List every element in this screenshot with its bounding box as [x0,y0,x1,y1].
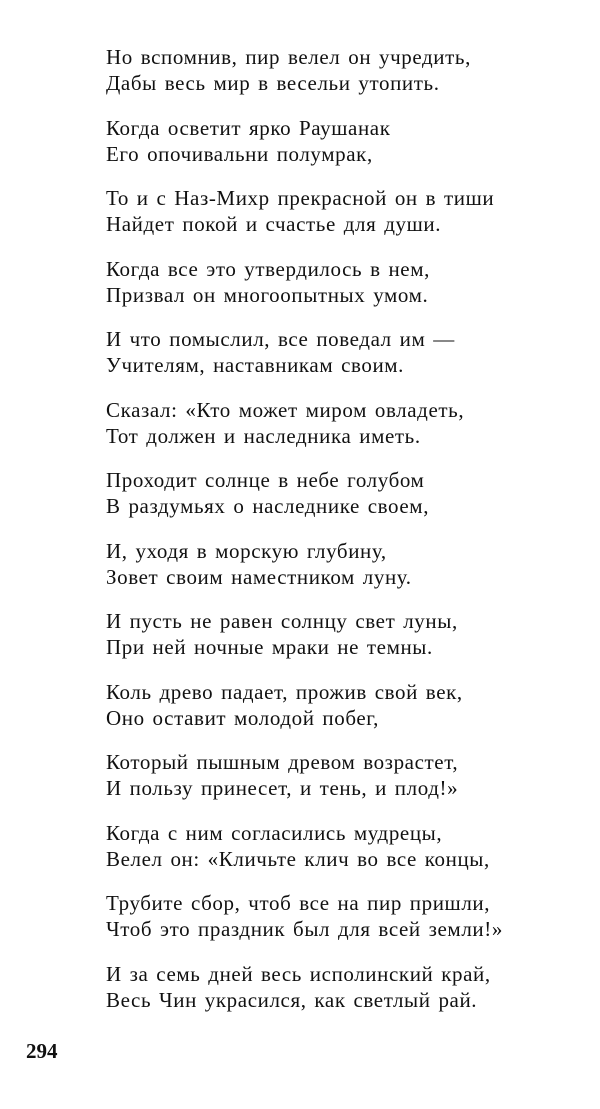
verse-line: При ней ночные мраки не темны. [106,635,433,659]
verse-line: Когда с ним согласились мудрецы, [106,820,443,845]
verse-line: Сказал: «Кто может миром овладеть, [106,397,465,422]
verse-line: И что помыслил, все поведал им — [106,327,455,351]
verse-line: Зовет своим наместником луну. [106,564,412,589]
stanza [106,397,576,468]
verse-line: И за семь дней весь исполинский край, [106,961,491,986]
verse-line: Который пышным древом возрастет, [106,750,459,774]
verse-line: Чтоб это праздник был для всей земли!» [106,917,503,941]
stanza [106,608,576,679]
stanza [106,326,576,397]
verse-line: Когда осветит ярко Раушанак [106,115,391,140]
stanza [106,820,576,891]
page-number: 294 [26,1039,58,1063]
verse-line: И, уходя в морскую глубину, [106,538,387,563]
verse-line: В раздумьях о наследнике своем, [106,494,430,518]
verse-line: Тот должен и наследника иметь. [106,423,421,448]
stanza [106,115,576,186]
verse-line: И пользу принесет, и тень, и плод!» [106,776,459,800]
verse-line: Призвал он многоопытных умом. [106,282,429,307]
stanza [106,538,576,609]
verse-line: Весь Чин украсился, как светлый рай. [106,987,478,1012]
verse-line: Его опочивальни полумрак, [106,141,373,166]
verse-line: И пусть не равен солнцу свет луны, [106,609,458,633]
verse-line: Оно оставит молодой побег, [106,705,379,730]
verse-line: То и с Наз-Михр прекрасной он в тиши [106,186,495,210]
stanza [106,890,576,961]
verse-line: Дабы весь мир в весельи утопить. [106,71,440,95]
stanza [106,256,576,327]
verse-line: Велел он: «Кличьте клич во все концы, [106,846,490,871]
verse-line: Проходит солнце в небе голубом [106,468,425,492]
verse-line: Найдет покой и счастье для души. [106,212,442,236]
verse-line: Трубите сбор, чтоб все на пир пришли, [106,891,491,915]
stanza [106,44,576,115]
stanza [106,961,576,1032]
stanza [106,467,576,538]
stanza [106,749,576,820]
stanza [106,185,576,256]
verse-line: Но вспомнив, пир велел он учредить, [106,45,471,69]
stanza [106,679,576,750]
poem-text [106,44,576,1031]
verse-line: Коль древо падает, прожив свой век, [106,679,463,704]
verse-line: Когда все это утвердилось в нем, [106,256,430,281]
verse-line: Учителям, наставникам своим. [106,353,405,377]
